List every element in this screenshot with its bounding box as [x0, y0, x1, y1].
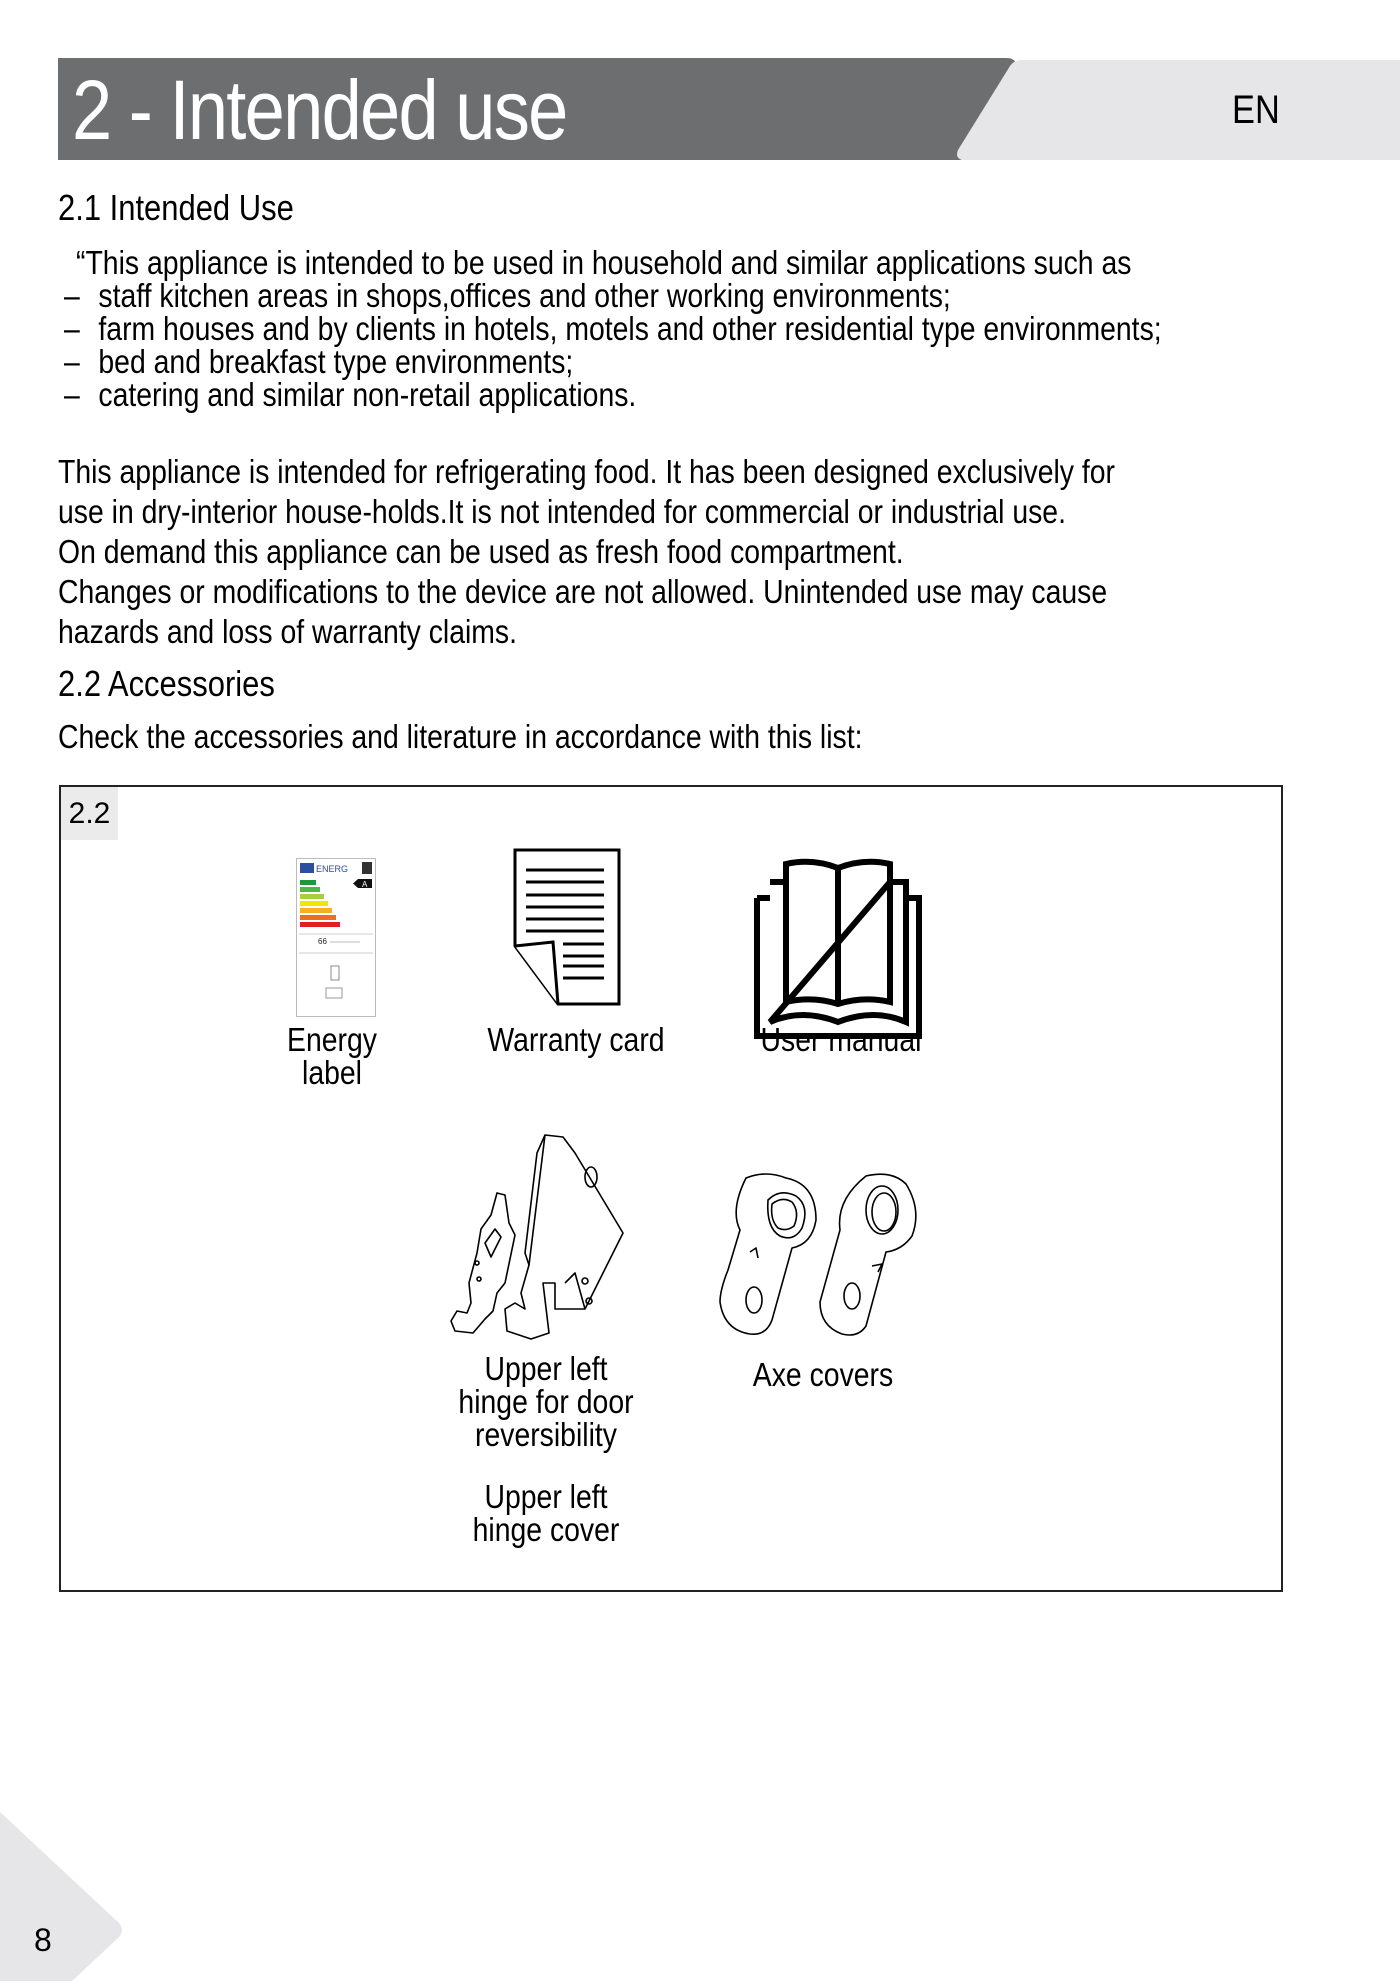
caption-user-manual: User manual [760, 1021, 922, 1058]
accessories-intro: Check the accessories and literature in accordance with this list: [58, 718, 863, 755]
caption-hinge-cover: Upper left hinge cover [472, 1478, 620, 1548]
caption-hinge: Upper left hinge for door reversibility [458, 1350, 634, 1453]
page-number: 8 [34, 1922, 52, 1958]
intended-use-paragraph: This appliance is intended for refrigerating food. It has been designed exclusively for use in dry-interior house-holds.It is not intended for commercial or industrial use. On demand this appliance can be used as fresh food compartment. Changes or modifications to the device are not allowed. Unintended use may cause hazards and loss of warranty claims. [58, 453, 1115, 650]
user-manual-icon [754, 858, 922, 1040]
dash-bullet: – [64, 277, 80, 314]
intended-use-intro: “This appliance is intended to be used in household and similar applications such as [76, 244, 1132, 281]
svg-text:ENERG: ENERG [316, 864, 349, 874]
caption-axe-covers: Axe covers [752, 1356, 894, 1393]
language-label: EN [1232, 88, 1280, 132]
dash-bullet: – [64, 310, 80, 347]
caption-warranty-card: Warranty card [487, 1021, 665, 1058]
list-item: – staff kitchen areas in shops,offices and other working environments; [64, 277, 951, 314]
list-item: – catering and similar non-retail applications. [64, 376, 637, 413]
dash-bullet: – [64, 376, 80, 413]
svg-text:A: A [362, 880, 368, 889]
svg-text:66: 66 [318, 937, 327, 946]
chapter-title: 2 - Intended use [72, 63, 567, 157]
accessories-figure [59, 785, 1283, 1592]
list-item: – farm houses and by clients in hotels, motels and other residential type environments; [64, 310, 1162, 347]
figure-tag: 2.2 [61, 787, 118, 840]
warranty-card-icon [513, 848, 623, 1008]
section-heading-2-2: 2.2 Accessories [58, 663, 275, 704]
caption-energy-label: Energy label [287, 1021, 377, 1091]
dash-bullet: – [64, 343, 80, 380]
section-heading-2-1: 2.1 Intended Use [58, 187, 294, 228]
language-tab [952, 58, 1400, 160]
chapter-banner [58, 58, 1018, 160]
hinge-icon [445, 1133, 630, 1341]
tab-shape [952, 58, 1400, 160]
energy-label-icon [296, 858, 376, 1017]
axe-covers-icon [716, 1170, 922, 1340]
list-item: – bed and breakfast type environments; [64, 343, 574, 380]
page-corner-tab [0, 1812, 130, 1986]
